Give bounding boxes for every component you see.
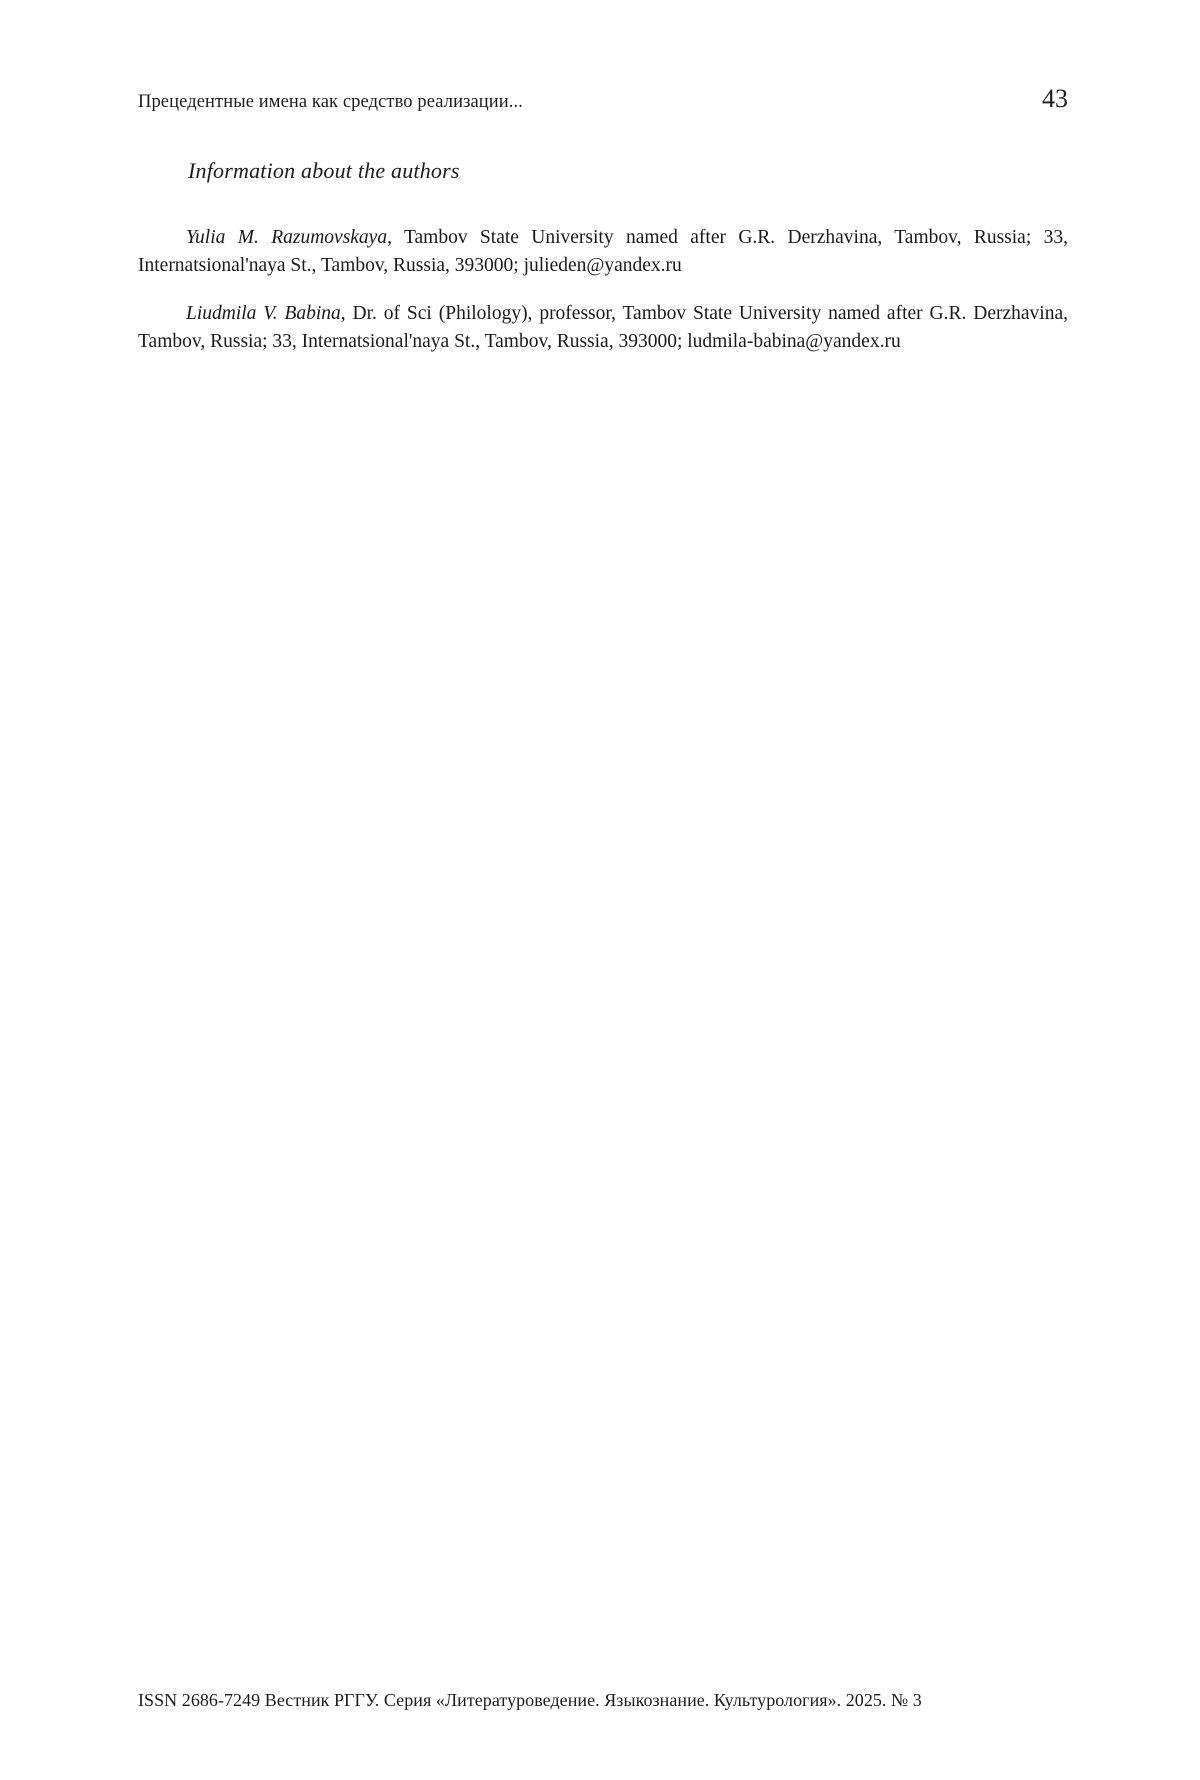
author-name: Liudmila V. Babina: [186, 302, 341, 324]
author-affiliation: , Tambov State University named after G.R. Derzhavina, Tambov, Russia; 33, Internatsional'naya St., Tambov, Russia, 393000; julieden@yandex.ru: [138, 226, 1068, 276]
page-footer: ISSN 2686-7249 Вестник РГГУ. Серия «Литературоведение. Языкознание. Культурология». 2025. № 3: [138, 1690, 922, 1710]
section-heading-information-about-the-authors: Information about the authors: [188, 158, 460, 183]
running-title: Прецедентные имена как средство реализации...: [138, 92, 523, 112]
page-number: 43: [1042, 84, 1068, 113]
author-entry: [138, 300, 1068, 356]
author-affiliation: , Dr. of Sci (Philology), professor, Tambov State University named after G.R. Derzhavina, Tambov, Russia; 33, Internatsional'naya St., Tambov, Russia, 393000; ludmila-babina@yandex.ru: [138, 302, 1068, 352]
author-entry: [138, 224, 1068, 280]
author-name: Yulia M. Razumovskaya: [186, 226, 388, 248]
running-head: [138, 86, 1068, 113]
